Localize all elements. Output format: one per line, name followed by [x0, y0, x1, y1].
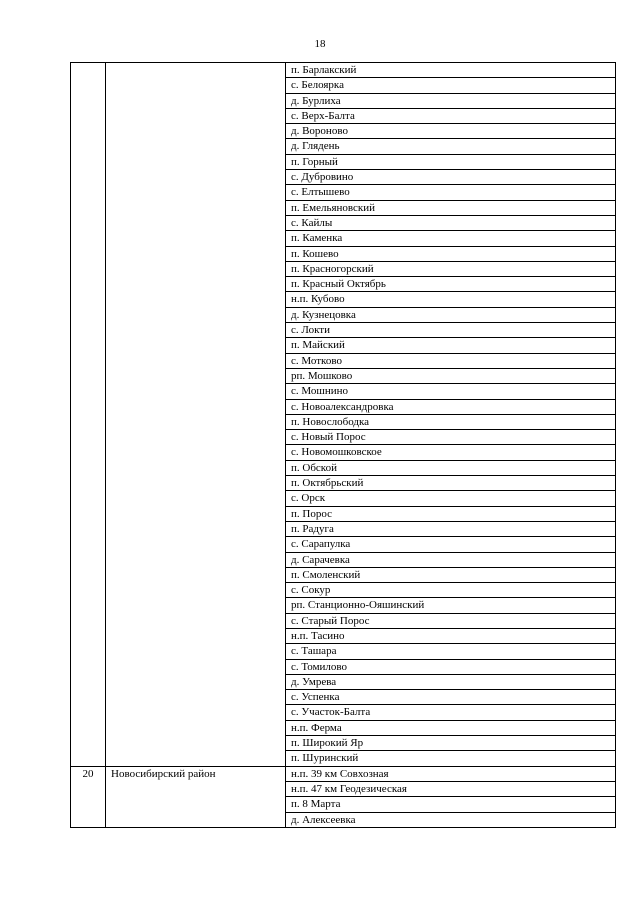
settlement-cell: рп. Мошково — [286, 368, 616, 383]
settlement-cell: п. Обской — [286, 460, 616, 475]
settlement-cell: с. Орск — [286, 491, 616, 506]
settlement-cell: с. Новомошковское — [286, 445, 616, 460]
settlement-cell: д. Умрева — [286, 674, 616, 689]
settlement-cell: с. Мотково — [286, 353, 616, 368]
settlement-cell: д. Сарачевка — [286, 552, 616, 567]
district-row-20 — [71, 766, 616, 827]
district-cell — [106, 63, 286, 767]
settlements-table — [70, 62, 616, 828]
row-number-cell — [71, 63, 106, 767]
settlement-cell: с. Томилово — [286, 659, 616, 674]
settlement-cell: с. Елтышево — [286, 185, 616, 200]
settlement-cell: с. Локти — [286, 323, 616, 338]
row-number-cell: 20 — [71, 766, 106, 827]
settlement-cell: с. Белоярка — [286, 78, 616, 93]
settlement-cell: н.п. 47 км Геодезическая — [286, 781, 616, 796]
settlement-cell: д. Бурлиха — [286, 93, 616, 108]
settlement-cell: с. Участок-Балта — [286, 705, 616, 720]
settlement-cell: с. Старый Порос — [286, 613, 616, 628]
settlement-cell: п. Широкий Яр — [286, 736, 616, 751]
settlement-cell: н.п. Ферма — [286, 720, 616, 735]
settlement-cell: д. Алексеевка — [286, 812, 616, 827]
settlement-cell: п. Каменка — [286, 231, 616, 246]
district-cell: Новосибирский район — [106, 766, 286, 827]
settlement-cell: п. Емельяновский — [286, 200, 616, 215]
table-row — [71, 766, 616, 781]
settlement-cell: н.п. Тасино — [286, 628, 616, 643]
settlement-cell: с. Новый Порос — [286, 430, 616, 445]
settlement-cell: с. Кайлы — [286, 215, 616, 230]
settlement-cell: п. Смоленский — [286, 567, 616, 582]
settlement-cell: д. Кузнецовка — [286, 307, 616, 322]
settlement-cell: п. Майский — [286, 338, 616, 353]
settlement-cell: п. Барлакский — [286, 63, 616, 78]
settlement-cell: д. Вороново — [286, 124, 616, 139]
settlement-cell: с. Сарапулка — [286, 537, 616, 552]
settlement-cell: с. Успенка — [286, 690, 616, 705]
settlement-cell: п. Красный Октябрь — [286, 277, 616, 292]
settlement-cell: с. Ташара — [286, 644, 616, 659]
settlement-cell: п. Новослободка — [286, 414, 616, 429]
page-number: 18 — [314, 38, 326, 50]
settlement-cell: п. Кошево — [286, 246, 616, 261]
settlement-cell: п. Радуга — [286, 521, 616, 536]
settlement-cell: п. Горный — [286, 154, 616, 169]
settlement-cell: с. Мошнино — [286, 384, 616, 399]
settlement-cell: н.п. 39 км Совхозная — [286, 766, 616, 781]
settlement-cell: с. Дубровино — [286, 170, 616, 185]
table-row — [71, 63, 616, 78]
settlement-cell: п. Порос — [286, 506, 616, 521]
settlement-cell: п. Шуринский — [286, 751, 616, 766]
continuation-rows — [71, 63, 616, 767]
settlement-cell: н.п. Кубово — [286, 292, 616, 307]
settlement-cell: с. Сокур — [286, 583, 616, 598]
settlement-cell: рп. Станционно-Ояшинский — [286, 598, 616, 613]
settlement-cell: п. Красногорский — [286, 261, 616, 276]
settlement-cell: с. Верх-Балта — [286, 108, 616, 123]
settlement-cell: п. 8 Марта — [286, 797, 616, 812]
settlement-cell: п. Октябрьский — [286, 476, 616, 491]
settlement-cell: д. Глядень — [286, 139, 616, 154]
settlement-cell: с. Новоалександровка — [286, 399, 616, 414]
